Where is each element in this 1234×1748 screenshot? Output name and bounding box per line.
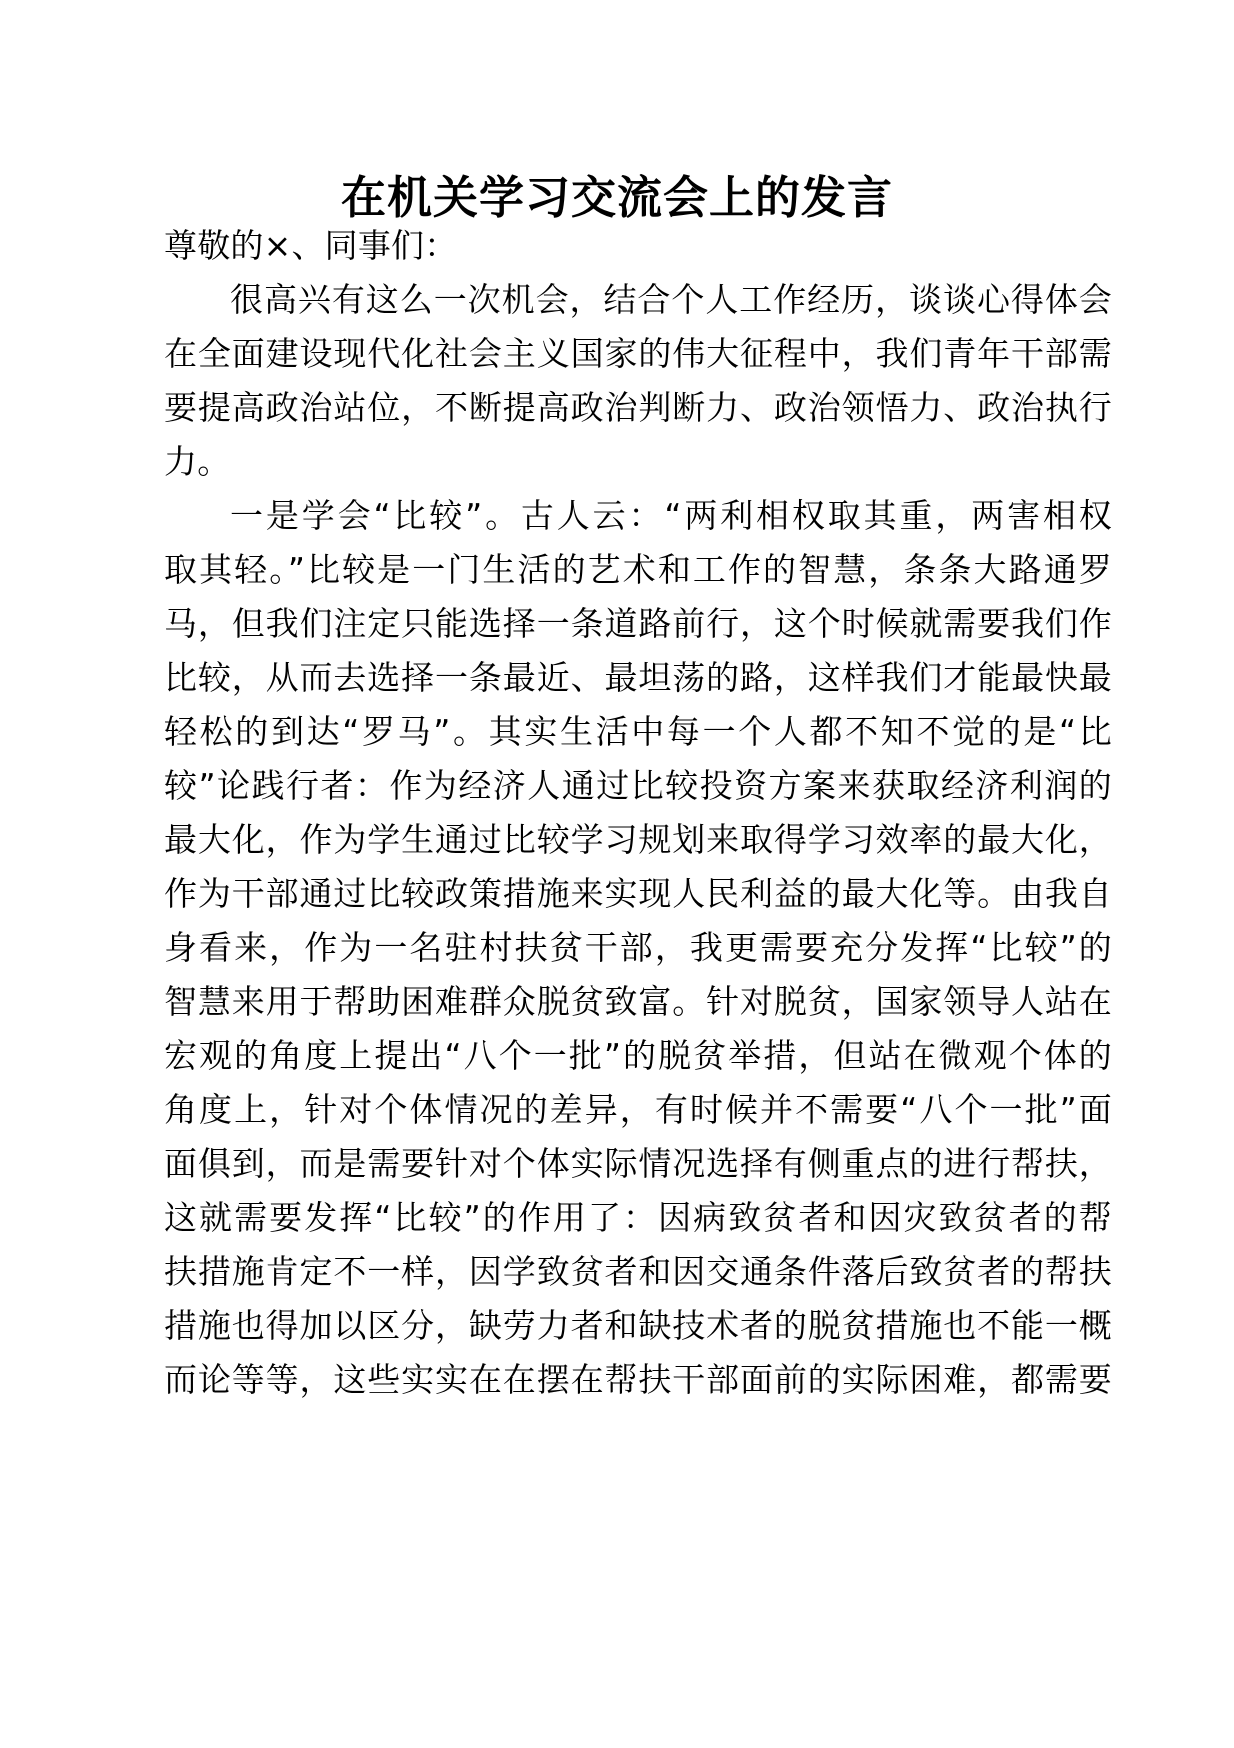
paragraph-line: 措施也得加以区分，缺劳力者和缺技术者的脱贫措施也不能一概 bbox=[164, 1306, 1112, 1345]
paragraph-line: 一是学会“比较”。古人云：“两利相权取其重，两害相权 bbox=[230, 496, 1112, 535]
paragraph-line: 取其轻。”比较是一门生活的艺术和工作的智慧，条条大路通罗 bbox=[164, 550, 1112, 589]
paragraph-line: 最大化，作为学生通过比较学习规划来取得学习效率的最大化， bbox=[164, 820, 1112, 859]
paragraph-line: 要提高政治站位，不断提高政治判断力、政治领悟力、政治执行 bbox=[164, 388, 1112, 427]
paragraph-line: 较”论践行者：作为经济人通过比较投资方案来获取经济利润的 bbox=[164, 766, 1112, 805]
salutation: 尊敬的×、同事们： bbox=[164, 226, 458, 265]
paragraph-line: 扶措施肯定不一样，因学致贫者和因交通条件落后致贫者的帮扶 bbox=[164, 1252, 1112, 1291]
paragraph-line: 作为干部通过比较政策措施来实现人民利益的最大化等。由我自 bbox=[164, 874, 1112, 913]
paragraph-line: 智慧来用于帮助困难群众脱贫致富。针对脱贫，国家领导人站在 bbox=[164, 982, 1112, 1021]
paragraph-line: 而论等等，这些实实在在摆在帮扶干部面前的实际困难，都需要 bbox=[164, 1360, 1112, 1399]
paragraph-line: 角度上，针对个体情况的差异，有时候并不需要“八个一批”面 bbox=[164, 1090, 1112, 1129]
paragraph-line: 力。 bbox=[164, 442, 231, 481]
paragraph-line: 马，但我们注定只能选择一条道路前行，这个时候就需要我们作 bbox=[164, 604, 1112, 643]
document-title: 在机关学习交流会上的发言 bbox=[340, 171, 893, 224]
paragraph-line: 面俱到，而是需要针对个体实际情况选择有侧重点的进行帮扶， bbox=[164, 1144, 1112, 1183]
paragraph-line: 宏观的角度上提出“八个一批”的脱贫举措，但站在微观个体的 bbox=[164, 1036, 1112, 1075]
paragraph-line: 比较，从而去选择一条最近、最坦荡的路，这样我们才能最快最 bbox=[164, 658, 1112, 697]
paragraph-line: 轻松的到达“罗马”。其实生活中每一个人都不知不觉的是“比 bbox=[164, 712, 1112, 751]
paragraph-line: 这就需要发挥“比较”的作用了：因病致贫者和因灾致贫者的帮 bbox=[164, 1198, 1112, 1237]
paragraph-line: 在全面建设现代化社会主义国家的伟大征程中，我们青年干部需 bbox=[164, 334, 1112, 373]
paragraph-line: 身看来，作为一名驻村扶贫干部，我更需要充分发挥“比较”的 bbox=[164, 928, 1112, 967]
paragraph-line: 很高兴有这么一次机会，结合个人工作经历，谈谈心得体会 bbox=[230, 280, 1112, 319]
